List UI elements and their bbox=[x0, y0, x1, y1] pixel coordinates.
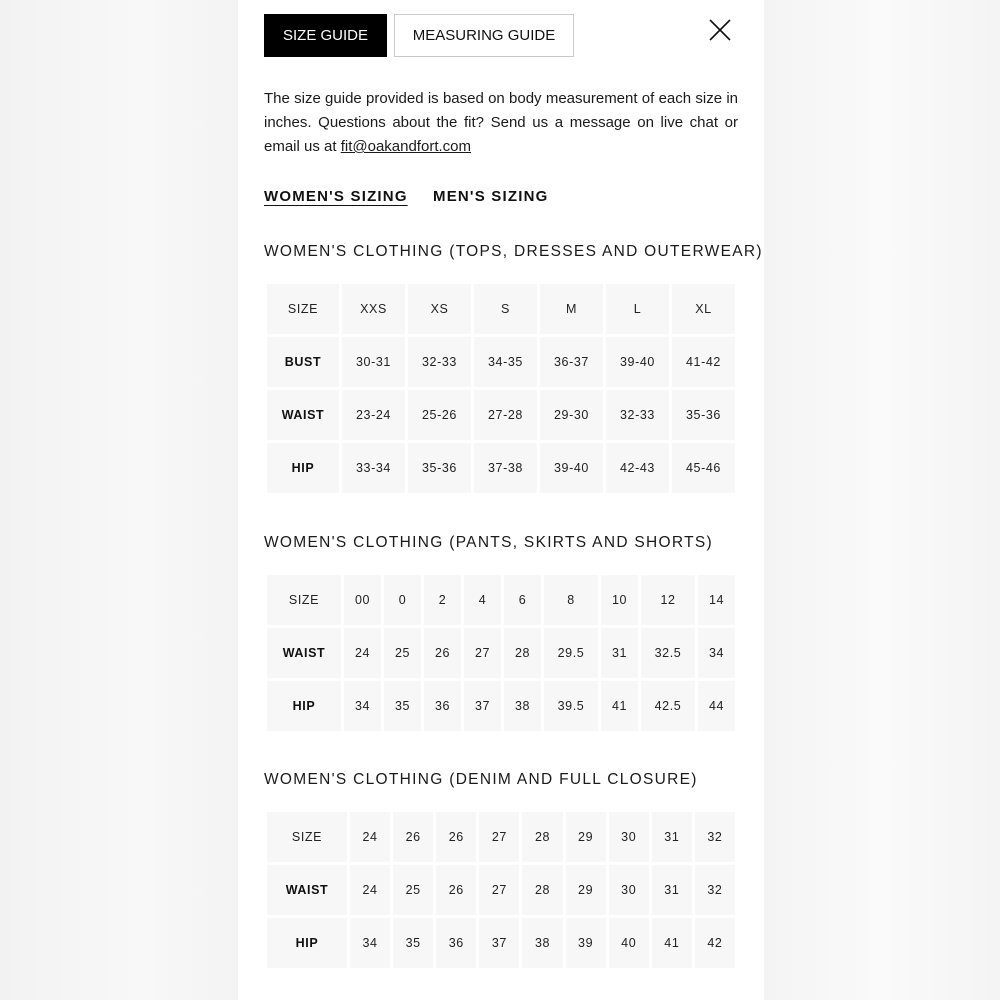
size-cell: XL bbox=[672, 284, 735, 334]
value-cell: 26 bbox=[436, 865, 476, 915]
value-cell: 24 bbox=[344, 628, 381, 678]
table-title-tops: WOMEN'S CLOTHING (TOPS, DRESSES AND OUTERWEAR) bbox=[264, 243, 763, 260]
value-cell: 31 bbox=[652, 865, 692, 915]
size-cell: 24 bbox=[350, 812, 390, 862]
value-cell: 40 bbox=[609, 918, 649, 968]
value-cell: 31 bbox=[601, 628, 638, 678]
value-cell: 34 bbox=[344, 681, 381, 731]
table-title-denim: WOMEN'S CLOTHING (DENIM AND FULL CLOSURE) bbox=[264, 771, 698, 788]
tab-womens-sizing[interactable]: WOMEN'S SIZING bbox=[264, 188, 408, 205]
value-cell: 29 bbox=[566, 865, 606, 915]
value-cell: 33-34 bbox=[342, 443, 405, 493]
value-cell: 29.5 bbox=[544, 628, 598, 678]
value-cell: 25 bbox=[384, 628, 421, 678]
value-cell: 41 bbox=[652, 918, 692, 968]
value-cell: 34 bbox=[350, 918, 390, 968]
size-cell: 26 bbox=[436, 812, 476, 862]
intro-text bbox=[264, 87, 738, 159]
value-cell: 32-33 bbox=[606, 390, 669, 440]
size-cell: 00 bbox=[344, 575, 381, 625]
size-table-pants bbox=[264, 572, 738, 734]
row-label-bust: BUST bbox=[267, 337, 339, 387]
value-cell: 28 bbox=[522, 865, 562, 915]
size-cell: XS bbox=[408, 284, 471, 334]
row-label-hip: HIP bbox=[267, 443, 339, 493]
value-cell: 29-30 bbox=[540, 390, 603, 440]
value-cell: 34 bbox=[698, 628, 735, 678]
size-cell: M bbox=[540, 284, 603, 334]
size-cell: 26 bbox=[393, 812, 433, 862]
size-cell: 32 bbox=[695, 812, 735, 862]
value-cell: 35 bbox=[384, 681, 421, 731]
row-label-waist: WAIST bbox=[267, 390, 339, 440]
value-cell: 27-28 bbox=[474, 390, 537, 440]
value-cell: 27 bbox=[464, 628, 501, 678]
table-row bbox=[267, 443, 735, 493]
size-cell: 12 bbox=[641, 575, 695, 625]
tab-mens-sizing[interactable]: MEN'S SIZING bbox=[433, 188, 549, 205]
size-header-label: SIZE bbox=[267, 284, 339, 334]
size-cell: L bbox=[606, 284, 669, 334]
size-table-denim bbox=[264, 809, 738, 971]
size-cell: 27 bbox=[479, 812, 519, 862]
value-cell: 45-46 bbox=[672, 443, 735, 493]
row-label-waist: WAIST bbox=[267, 865, 347, 915]
value-cell: 23-24 bbox=[342, 390, 405, 440]
value-cell: 37-38 bbox=[474, 443, 537, 493]
intro-body: The size guide provided is based on body measurement of each size in inches. Questions about the fit? Send us a message on live chat or email us at bbox=[264, 90, 738, 155]
size-cell: 31 bbox=[652, 812, 692, 862]
value-cell: 37 bbox=[464, 681, 501, 731]
table-row bbox=[267, 681, 735, 731]
size-header-label: SIZE bbox=[267, 575, 341, 625]
value-cell: 41 bbox=[601, 681, 638, 731]
value-cell: 32-33 bbox=[408, 337, 471, 387]
value-cell: 35 bbox=[393, 918, 433, 968]
table-row bbox=[267, 865, 735, 915]
value-cell: 26 bbox=[424, 628, 461, 678]
size-cell: 10 bbox=[601, 575, 638, 625]
backdrop-right bbox=[764, 0, 1000, 1000]
size-cell: 29 bbox=[566, 812, 606, 862]
size-cell: XXS bbox=[342, 284, 405, 334]
size-guide-panel bbox=[238, 0, 764, 1000]
table-row bbox=[267, 390, 735, 440]
value-cell: 39 bbox=[566, 918, 606, 968]
email-link[interactable]: fit@oakandfort.com bbox=[340, 138, 471, 155]
value-cell: 39-40 bbox=[606, 337, 669, 387]
value-cell: 38 bbox=[504, 681, 541, 731]
value-cell: 32 bbox=[695, 865, 735, 915]
table-row bbox=[267, 918, 735, 968]
size-table-tops bbox=[264, 281, 738, 496]
tab-measuring-guide[interactable]: MEASURING GUIDE bbox=[394, 14, 574, 57]
table-title-pants: WOMEN'S CLOTHING (PANTS, SKIRTS AND SHORTS) bbox=[264, 534, 713, 551]
size-cell: 14 bbox=[698, 575, 735, 625]
row-label-hip: HIP bbox=[267, 918, 347, 968]
value-cell: 37 bbox=[479, 918, 519, 968]
value-cell: 42.5 bbox=[641, 681, 695, 731]
value-cell: 25-26 bbox=[408, 390, 471, 440]
value-cell: 42-43 bbox=[606, 443, 669, 493]
table-row bbox=[267, 337, 735, 387]
value-cell: 44 bbox=[698, 681, 735, 731]
value-cell: 42 bbox=[695, 918, 735, 968]
value-cell: 28 bbox=[504, 628, 541, 678]
row-label-waist: WAIST bbox=[267, 628, 341, 678]
value-cell: 39.5 bbox=[544, 681, 598, 731]
table-header-row bbox=[267, 812, 735, 862]
close-icon bbox=[708, 18, 732, 42]
table-header-row bbox=[267, 284, 735, 334]
value-cell: 32.5 bbox=[641, 628, 695, 678]
value-cell: 30 bbox=[609, 865, 649, 915]
table-row bbox=[267, 628, 735, 678]
close-button[interactable] bbox=[708, 18, 732, 42]
value-cell: 36 bbox=[424, 681, 461, 731]
size-cell: 4 bbox=[464, 575, 501, 625]
value-cell: 41-42 bbox=[672, 337, 735, 387]
size-cell: 30 bbox=[609, 812, 649, 862]
value-cell: 39-40 bbox=[540, 443, 603, 493]
size-cell: S bbox=[474, 284, 537, 334]
value-cell: 35-36 bbox=[672, 390, 735, 440]
value-cell: 36 bbox=[436, 918, 476, 968]
size-cell: 2 bbox=[424, 575, 461, 625]
value-cell: 25 bbox=[393, 865, 433, 915]
value-cell: 34-35 bbox=[474, 337, 537, 387]
value-cell: 38 bbox=[522, 918, 562, 968]
backdrop-left bbox=[0, 0, 238, 1000]
size-cell: 0 bbox=[384, 575, 421, 625]
value-cell: 30-31 bbox=[342, 337, 405, 387]
size-header-label: SIZE bbox=[267, 812, 347, 862]
value-cell: 35-36 bbox=[408, 443, 471, 493]
value-cell: 36-37 bbox=[540, 337, 603, 387]
row-label-hip: HIP bbox=[267, 681, 341, 731]
value-cell: 27 bbox=[479, 865, 519, 915]
value-cell: 24 bbox=[350, 865, 390, 915]
size-cell: 28 bbox=[522, 812, 562, 862]
size-cell: 8 bbox=[544, 575, 598, 625]
table-header-row bbox=[267, 575, 735, 625]
tab-size-guide[interactable]: SIZE GUIDE bbox=[264, 14, 387, 57]
size-cell: 6 bbox=[504, 575, 541, 625]
